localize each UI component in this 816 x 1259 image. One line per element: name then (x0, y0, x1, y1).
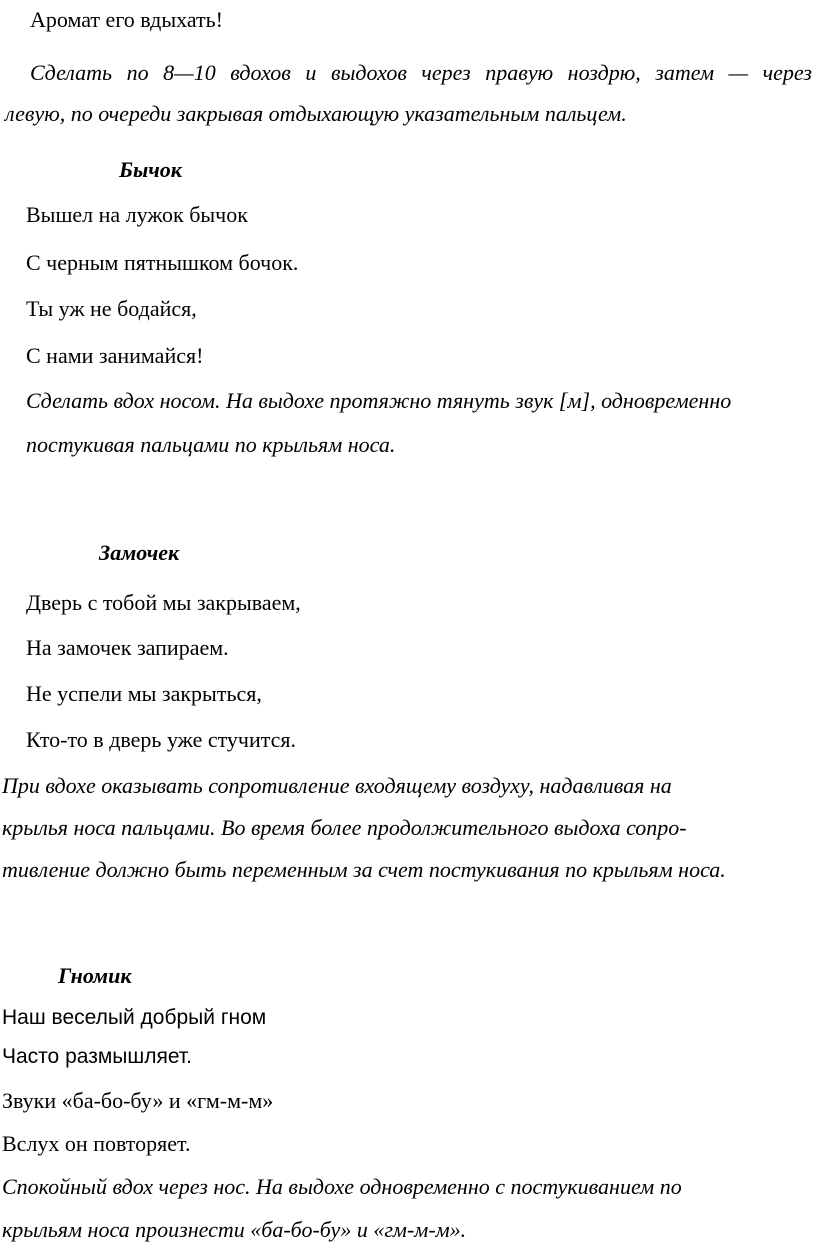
poem-line: Наш веселый добрый гном (2, 1006, 267, 1029)
poem-line: Вслух он повторяет. (2, 1131, 191, 1156)
poem-line: Дверь с тобой мы закрываем, (26, 590, 301, 615)
poem-line: Кто-то в дверь уже стучится. (26, 727, 297, 752)
instruction-line: левую, по очереди закрывая отдыхающую указательным пальцем. (5, 101, 627, 126)
poem-line: На замочек запираем. (26, 635, 229, 660)
poem-line: Ты уж не бодайся, (26, 296, 197, 321)
section-title-gnomik: Гномик (58, 963, 132, 988)
poem-line: Звуки «ба-бо-бу» и «гм-м-м» (2, 1088, 274, 1113)
section-title-zamochek: Замочек (99, 540, 180, 565)
instruction-line: крыльям носа произнести «ба-бо-бу» и «гм-м-м». (2, 1217, 467, 1242)
poem-line: С нами занимайся! (26, 343, 204, 368)
section-title-bychok: Бычок (119, 157, 182, 182)
instruction-line: крылья носа пальцами. Во время более продолжительного выдоха сопро- (2, 815, 687, 840)
instruction-line: постукивая пальцами по крыльям носа. (26, 432, 396, 457)
instruction-line: тивление должно быть переменным за счет постукивания по крыльям носа. (2, 857, 726, 882)
instruction-line: Сделать вдох носом. На выдохе протяжно тянуть звук [м], одновременно (26, 388, 732, 413)
poem-line: Часто размышляет. (2, 1045, 192, 1068)
instruction-line: Сделать по 8—10 вдохов и выдохов через правую ноздрю, затем — через (30, 60, 812, 85)
poem-line: С черным пятнышком бочок. (26, 250, 299, 275)
poem-line: Не успели мы закрыться, (26, 681, 262, 706)
poem-line: Вышел на лужок бычок (26, 202, 248, 227)
poem-line: Аромат его вдыхать! (30, 7, 223, 32)
instruction-line: Спокойный вдох через нос. На выдохе одновременно с постукиванием по (2, 1174, 682, 1199)
instruction-line: При вдохе оказывать сопротивление входящему воздуху, надавливая на (2, 773, 672, 798)
